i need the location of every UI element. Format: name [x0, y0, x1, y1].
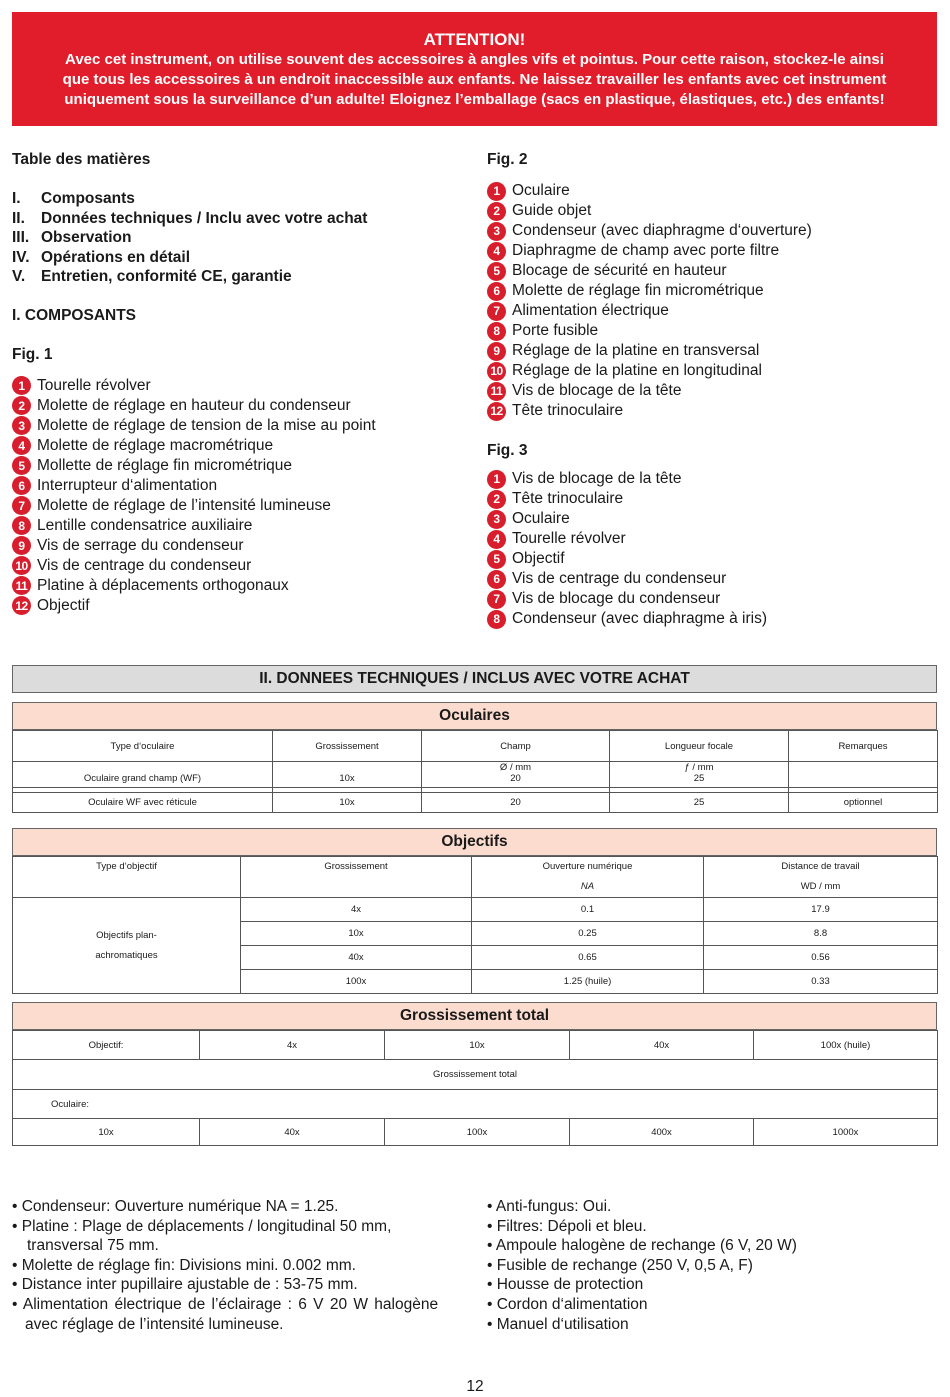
list-item: 6 Vis de centrage du condenseur — [487, 569, 937, 589]
table-header: Champ — [422, 731, 610, 762]
table-row: 10x 40x 100x 400x 1000x — [13, 1119, 938, 1146]
list-item: 3 Oculaire — [487, 509, 937, 529]
warning-line: Avec cet instrument, on utilise souvent des accessoires à angles vifs et pointus. Pour cette raison, stockez-le ainsi — [65, 51, 884, 68]
number-badge-icon: 8 — [487, 610, 506, 629]
list-item: 1 Vis de blocage de la tête — [487, 469, 937, 489]
list-item: 2 Tête trinoculaire — [487, 489, 937, 509]
list-item: • Condenseur: Ouverture numérique NA = 1.25. — [12, 1198, 339, 1215]
number-badge-icon: 9 — [487, 342, 506, 361]
number-badge-icon: 9 — [12, 536, 31, 555]
list-item: 9 Réglage de la platine en transversal — [487, 341, 937, 361]
number-badge-icon: 1 — [487, 470, 506, 489]
number-badge-icon: 1 — [12, 376, 31, 395]
number-badge-icon: 3 — [12, 416, 31, 435]
number-badge-icon: 5 — [12, 456, 31, 475]
number-badge-icon: 3 — [487, 222, 506, 241]
list-item: • Platine : Plage de déplacements / longitudinal 50 mm, — [12, 1217, 392, 1235]
toc-list — [12, 189, 472, 287]
list-item: 11 Platine à déplacements orthogonaux — [12, 576, 472, 596]
list-item: 4 Tourelle révolver — [487, 529, 937, 549]
specs-list — [12, 1197, 472, 1334]
number-badge-icon: 1 — [487, 182, 506, 201]
section1-title: I. COMPOSANTS — [12, 306, 137, 324]
list-item: 5 Mollette de réglage fin micrométrique — [12, 456, 472, 476]
list-item: • Fusible de rechange (250 V, 0,5 A, F) — [487, 1256, 753, 1274]
fig1-title: Fig. 1 — [12, 345, 53, 363]
included-list — [487, 1197, 937, 1334]
table-header: Distance de travail — [704, 857, 938, 877]
number-badge-icon: 6 — [487, 282, 506, 301]
left-column — [12, 150, 472, 616]
list-item: • Manuel d‘utilisation — [487, 1315, 629, 1333]
list-item: avec réglage de l’intensité lumineuse. — [25, 1315, 284, 1333]
objectifs-title: Objectifs — [12, 828, 937, 856]
number-badge-icon: 7 — [487, 302, 506, 321]
total-label: Grossissement total — [13, 1060, 938, 1090]
number-badge-icon: 2 — [12, 396, 31, 415]
list-item: 9 Vis de serrage du condenseur — [12, 536, 472, 556]
right-column — [487, 150, 937, 629]
list-item: 3 Molette de réglage de tension de la mise au point — [12, 416, 472, 436]
list-item: • Distance inter pupillaire ajustable de : 53-75 mm. — [12, 1276, 358, 1294]
objective-type: Objectifs plan- achromatiques — [13, 898, 241, 994]
fig2-list — [487, 181, 937, 421]
unit-label: ƒ / mm — [684, 762, 714, 773]
list-item: 7 Molette de réglage de l’intensité lumineuse — [12, 496, 472, 516]
list-item: 1 Tourelle révolver — [12, 376, 472, 396]
page-number: 12 — [466, 1378, 484, 1395]
list-item: 4 Molette de réglage macrométrique — [12, 436, 472, 456]
number-badge-icon: 10 — [12, 556, 31, 575]
warning-line: uniquement sous la surveillance d’un adulte! Eloignez l’emballage (sacs en plastique, élastiques, etc.) des enfants! — [64, 91, 885, 108]
table-row: Objectifs plan- achromatiques 4x 0.1 17.9 — [13, 898, 938, 922]
list-item: 7 Alimentation électrique — [487, 301, 937, 321]
oculaires-table — [12, 730, 938, 813]
number-badge-icon: 11 — [487, 382, 506, 401]
list-item: 12 Objectif — [12, 596, 472, 616]
number-badge-icon: 12 — [12, 596, 31, 615]
fig3-title: Fig. 3 — [487, 442, 528, 459]
toc-item: II. Données techniques / Inclu avec votre achat — [12, 209, 368, 227]
toc-item: I. Composants — [12, 190, 135, 207]
list-item: 2 Molette de réglage en hauteur du condenseur — [12, 396, 472, 416]
toc-title: Table des matières — [12, 151, 151, 168]
list-item: 10 Réglage de la platine en longitudinal — [487, 361, 937, 381]
table-row — [13, 1090, 938, 1119]
list-item: 7 Vis de blocage du condenseur — [487, 589, 937, 609]
table-header: Grossissement — [273, 731, 422, 762]
number-badge-icon: 12 — [487, 402, 506, 421]
list-item: • Housse de protection — [487, 1276, 644, 1294]
unit-label: NA — [472, 877, 704, 898]
fig1-list — [12, 376, 472, 616]
list-item: 8 Lentille condensatrice auxiliaire — [12, 516, 472, 536]
section2-title: II. DONNEES TECHNIQUES / INCLUS AVEC VOTRE ACHAT — [12, 665, 937, 693]
number-badge-icon: 11 — [12, 576, 31, 595]
table-header-row — [13, 731, 938, 762]
toc-item: III. Observation — [12, 229, 132, 247]
list-item: • Molette de réglage fin: Divisions mini. 0.002 mm. — [12, 1256, 356, 1274]
list-item: 3 Condenseur (avec diaphragme d‘ouverture) — [487, 221, 937, 241]
objectifs-table — [12, 856, 938, 994]
list-item: 10 Vis de centrage du condenseur — [12, 556, 472, 576]
table-row: 100x 1.25 (huile) 0.33 — [13, 970, 938, 994]
table-row: 40x 0.65 0.56 — [13, 946, 938, 970]
number-badge-icon: 4 — [487, 242, 506, 261]
table-header-row — [13, 857, 938, 877]
table-header: Type d‘oculaire — [13, 731, 273, 762]
list-item: 8 Porte fusible — [487, 321, 937, 341]
fig2-title: Fig. 2 — [487, 151, 528, 168]
table-row: Objectif: 4x 10x 40x 100x (huile) — [13, 1031, 938, 1060]
number-badge-icon: 10 — [487, 362, 506, 381]
table-header: Longueur focale — [610, 731, 789, 762]
table-row — [13, 1060, 938, 1090]
toc-item: IV. Opérations en détail — [12, 248, 191, 266]
table-header: Ouverture numérique — [472, 857, 704, 877]
warning-line: que tous les accessoires à un endroit inaccessible aux enfants. Ne laissez travailler les enfants avec cet instrument — [62, 71, 887, 88]
list-item: 12 Tête trinoculaire — [487, 401, 937, 421]
number-badge-icon: 5 — [487, 262, 506, 281]
number-badge-icon: 8 — [487, 322, 506, 341]
objectif-label: Objectif: — [13, 1031, 200, 1060]
oculaire-label: Oculaire: — [13, 1090, 938, 1119]
list-item: • Anti-fungus: Oui. — [487, 1198, 612, 1215]
fig3-list — [487, 469, 937, 629]
list-item: • Ampoule halogène de rechange (6 V, 20 W) — [487, 1237, 797, 1255]
total-table — [12, 1030, 938, 1146]
total-title: Grossissement total — [12, 1002, 937, 1030]
list-item: • Cordon d‘alimentation — [487, 1295, 648, 1313]
unit-label: WD / mm — [704, 877, 938, 898]
number-badge-icon: 7 — [487, 590, 506, 609]
warning-box — [12, 12, 937, 126]
list-item: • Alimentation électrique de l’éclairage : 6 V 20 W halogène — [12, 1295, 439, 1313]
list-item: • Filtres: Dépoli et bleu. — [487, 1217, 647, 1235]
warning-title: ATTENTION! — [423, 30, 526, 49]
oculaires-title: Oculaires — [12, 702, 937, 730]
list-item: 1 Oculaire — [487, 181, 937, 201]
list-item: 5 Blocage de sécurité en hauteur — [487, 261, 937, 281]
number-badge-icon: 5 — [487, 550, 506, 569]
number-badge-icon: 6 — [12, 476, 31, 495]
table-header: Grossissement — [241, 857, 472, 877]
list-item: 6 Molette de réglage fin micrométrique — [487, 281, 937, 301]
table-row: 10x 0.25 8.8 — [13, 922, 938, 946]
unit-label: Ø / mm — [499, 762, 532, 773]
toc-item: V. Entretien, conformité CE, garantie — [12, 268, 292, 286]
list-item: transversal 75 mm. — [27, 1237, 159, 1255]
number-badge-icon: 6 — [487, 570, 506, 589]
table-row: Oculaire grand champ (WF) 10x Ø / mm 20 ƒ / mm 25 — [13, 762, 938, 788]
table-header: Remarques — [789, 731, 938, 762]
list-item: 8 Condenseur (avec diaphragme à iris) — [487, 609, 937, 629]
list-item: 4 Diaphragme de champ avec porte filtre — [487, 241, 937, 261]
number-badge-icon: 8 — [12, 516, 31, 535]
list-item: 6 Interrupteur d‘alimentation — [12, 476, 472, 496]
number-badge-icon: 3 — [487, 510, 506, 529]
table-header: Type d‘objectif — [13, 857, 241, 877]
number-badge-icon: 2 — [487, 490, 506, 509]
number-badge-icon: 4 — [487, 530, 506, 549]
number-badge-icon: 4 — [12, 436, 31, 455]
list-item: 11 Vis de blocage de la tête — [487, 381, 937, 401]
list-item: 5 Objectif — [487, 549, 937, 569]
table-row: Oculaire WF avec réticule 10x 20 25 optionnel — [13, 793, 938, 813]
number-badge-icon: 7 — [12, 496, 31, 515]
list-item: 2 Guide objet — [487, 201, 937, 221]
number-badge-icon: 2 — [487, 202, 506, 221]
